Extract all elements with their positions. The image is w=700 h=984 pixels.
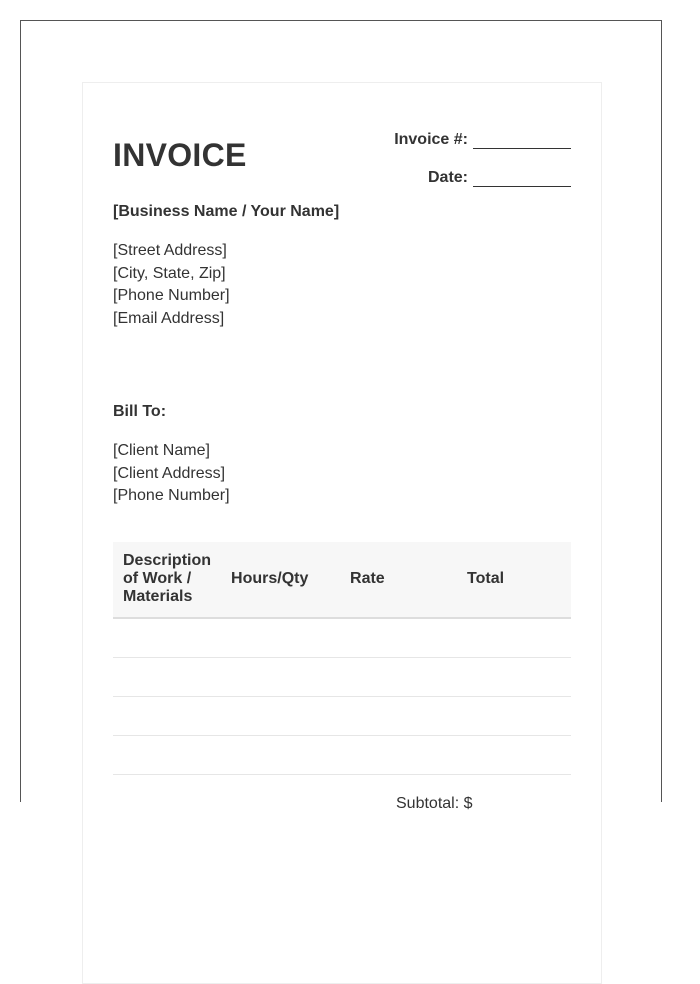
invoice-number-blank[interactable] — [473, 134, 571, 149]
table-row — [113, 618, 571, 658]
table-header-row — [113, 542, 571, 618]
cell-total[interactable] — [457, 736, 571, 775]
table-row — [113, 697, 571, 736]
cell-total[interactable] — [457, 618, 571, 658]
cell-description[interactable] — [113, 618, 221, 658]
column-header-total: Total — [457, 542, 571, 618]
invoice-title: INVOICE — [113, 137, 247, 173]
column-header-hours-qty: Hours/Qty — [221, 542, 340, 618]
cell-total[interactable] — [457, 658, 571, 697]
client-phone: [Phone Number] — [113, 487, 230, 504]
cell-hours-qty[interactable] — [221, 658, 340, 697]
cell-description[interactable] — [113, 658, 221, 697]
business-street: [Street Address] — [113, 242, 227, 259]
business-phone: [Phone Number] — [113, 287, 230, 304]
table-row — [113, 658, 571, 697]
cell-description[interactable] — [113, 697, 221, 736]
invoice-number-field — [394, 131, 571, 149]
invoice-number-label: Invoice #: — [394, 131, 468, 148]
cell-hours-qty[interactable] — [221, 697, 340, 736]
cell-description[interactable] — [113, 736, 221, 775]
column-header-description: Description of Work / Materials — [113, 542, 221, 618]
column-header-rate: Rate — [340, 542, 457, 618]
client-info-block — [113, 440, 230, 508]
line-items-table — [113, 542, 571, 775]
cell-hours-qty[interactable] — [221, 736, 340, 775]
cell-rate[interactable] — [340, 658, 457, 697]
cell-hours-qty[interactable] — [221, 618, 340, 658]
business-city: [City, State, Zip] — [113, 264, 226, 282]
invoice-date-label: Date: — [427, 169, 468, 186]
table-row — [113, 736, 571, 775]
invoice-date-field — [428, 169, 571, 187]
business-address-block — [113, 240, 230, 330]
client-address: [Client Address] — [113, 464, 226, 482]
business-name: [Business Name / Your Name] — [113, 203, 340, 220]
invoice-page — [82, 82, 602, 984]
subtotal-label: Subtotal: $ — [396, 795, 473, 812]
invoice-date-blank[interactable] — [473, 172, 571, 187]
cell-rate[interactable] — [340, 736, 457, 775]
cell-rate[interactable] — [340, 697, 457, 736]
client-name: [Client Name] — [113, 442, 210, 459]
business-email: [Email Address] — [113, 309, 225, 327]
cell-rate[interactable] — [340, 618, 457, 658]
bill-to-label: Bill To: — [113, 403, 167, 420]
document-viewport — [20, 20, 662, 812]
cell-total[interactable] — [457, 697, 571, 736]
